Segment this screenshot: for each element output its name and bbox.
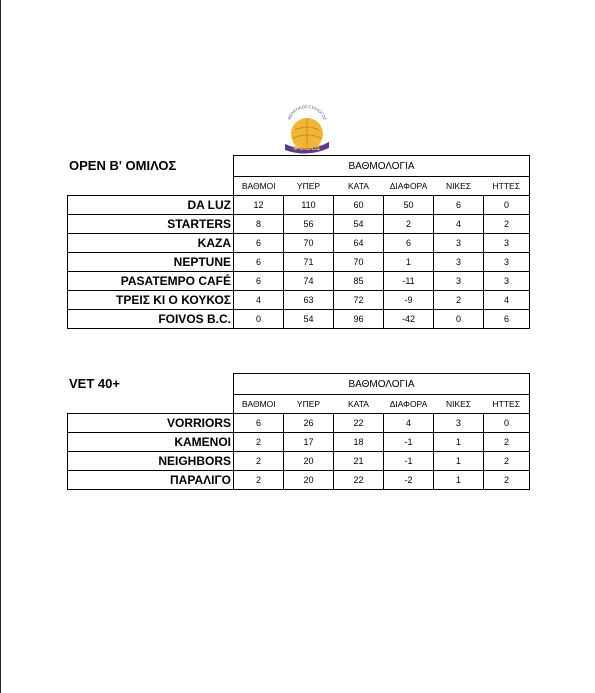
stat-cell: 1 — [434, 470, 484, 489]
stat-cell: 18 — [334, 432, 384, 451]
team-name: ΚΑΜΕΝΟΙ — [68, 432, 234, 451]
stat-cell: 0 — [484, 195, 530, 214]
stat-cell: 2 — [234, 470, 284, 489]
stat-cell: -2 — [384, 470, 434, 489]
stat-cell: 56 — [284, 214, 334, 233]
team-name: ΤΡΕΙΣ ΚΙ Ο ΚΟΥΚΟΣ — [68, 290, 234, 309]
stat-cell: 6 — [434, 195, 484, 214]
stat-cell: -11 — [384, 271, 434, 290]
column-header: ΔΙΑΦΟΡΑ — [389, 398, 428, 409]
team-name: STARTERS — [68, 214, 234, 233]
standings-caption: ΒΑΘΜΟΛΟΓΙΑ — [234, 374, 530, 395]
column-header: ΗΤΤΕΣ — [484, 177, 530, 196]
stat-cell: 1 — [434, 451, 484, 470]
stat-cell: -42 — [384, 309, 434, 328]
stat-cell: 21 — [334, 451, 384, 470]
stat-cell: 20 — [284, 470, 334, 489]
stat-cell: -1 — [384, 432, 434, 451]
team-name: ΠΑΡΑΛΙΓΟ — [68, 470, 234, 489]
stat-cell: 2 — [234, 451, 284, 470]
table-row — [68, 470, 530, 489]
stat-cell: 12 — [234, 195, 284, 214]
stat-cell: 3 — [434, 413, 484, 432]
stat-cell: 70 — [284, 233, 334, 252]
column-header: ΝΙΚΕΣ — [445, 180, 472, 191]
open-standings-table — [67, 155, 530, 329]
stat-cell: 3 — [434, 252, 484, 271]
stat-cell: 64 — [334, 233, 384, 252]
column-header: ΝΙΚΕΣ — [445, 398, 472, 409]
stat-cell: -1 — [384, 451, 434, 470]
team-name: VORRIORS — [68, 413, 234, 432]
table-row — [68, 309, 530, 328]
stat-cell: 17 — [284, 432, 334, 451]
team-name: ΚΑΖΑ — [68, 233, 234, 252]
stat-cell: 60 — [334, 195, 384, 214]
table-row — [68, 413, 530, 432]
stat-cell: 70 — [334, 252, 384, 271]
column-header: ΔΙΑΦΟΡΑ — [389, 180, 428, 191]
table-row — [68, 252, 530, 271]
stat-cell: 2 — [484, 451, 530, 470]
stat-cell: 22 — [334, 470, 384, 489]
stat-cell: 20 — [284, 451, 334, 470]
table-row — [68, 271, 530, 290]
header-row — [68, 395, 530, 414]
stat-cell: 74 — [284, 271, 334, 290]
column-header: ΒΑΘΜΟΙ — [234, 395, 284, 414]
table-row — [68, 214, 530, 233]
column-header: ΥΠΕΡ — [296, 180, 321, 191]
stat-cell: 1 — [384, 252, 434, 271]
team-name: NEIGHBORS — [68, 451, 234, 470]
stat-cell: 3 — [484, 252, 530, 271]
stat-cell: 26 — [284, 413, 334, 432]
stat-cell: 6 — [234, 413, 284, 432]
column-header: ΚΑΤΑ — [348, 398, 369, 409]
vet-standings-table — [67, 373, 530, 490]
column-header: ΗΤΤΕΣ — [484, 395, 530, 414]
stat-cell: 0 — [234, 309, 284, 328]
stat-cell: 6 — [234, 252, 284, 271]
club-logo-icon — [281, 104, 333, 156]
stat-cell: 6 — [384, 233, 434, 252]
open-standings-table-wrap — [67, 155, 530, 329]
stat-cell: 22 — [334, 413, 384, 432]
stat-cell: -9 — [384, 290, 434, 309]
column-header: ΒΑΘΜΟΙ — [234, 177, 284, 196]
stat-cell: 2 — [434, 290, 484, 309]
team-name: FOIVOS B.C. — [68, 309, 234, 328]
table-row — [68, 233, 530, 252]
logo-word: ΦΟΙΒΟΣ — [293, 145, 321, 152]
stat-cell: 3 — [434, 271, 484, 290]
stat-cell: 4 — [484, 290, 530, 309]
stat-cell: 2 — [484, 432, 530, 451]
team-name: NEPTUNE — [68, 252, 234, 271]
stat-cell: 50 — [384, 195, 434, 214]
stat-cell: 2 — [234, 432, 284, 451]
stat-cell: 3 — [484, 233, 530, 252]
page-edge-rule — [0, 0, 1, 693]
stat-cell: 6 — [484, 309, 530, 328]
stat-cell: 6 — [234, 233, 284, 252]
stat-cell: 110 — [284, 195, 334, 214]
stat-cell: 1 — [434, 432, 484, 451]
table-row — [68, 432, 530, 451]
stat-cell: 3 — [484, 271, 530, 290]
stat-cell: 8 — [234, 214, 284, 233]
stat-cell: 54 — [334, 214, 384, 233]
stat-cell: 71 — [284, 252, 334, 271]
stat-cell: 96 — [334, 309, 384, 328]
stat-cell: 2 — [384, 214, 434, 233]
table-row — [68, 451, 530, 470]
stat-cell: 0 — [434, 309, 484, 328]
vet-section-title: VET 40+ — [69, 376, 120, 391]
header-row — [68, 177, 530, 196]
column-header: ΚΑΤΑ — [348, 180, 369, 191]
team-name: PASATEMPO CAFÉ — [68, 271, 234, 290]
stat-cell: 0 — [484, 413, 530, 432]
stat-cell: 54 — [284, 309, 334, 328]
vet-standings-table-wrap — [67, 373, 530, 490]
table-row — [68, 290, 530, 309]
stat-cell: 63 — [284, 290, 334, 309]
stat-cell: 4 — [384, 413, 434, 432]
stat-cell: 2 — [484, 214, 530, 233]
logo-caption: ΑΘΛΗΤΙΚΟΣ ΣΥΛΛΟΓΟΣ — [286, 104, 328, 121]
column-header: ΥΠΕΡ — [296, 398, 321, 409]
table-row — [68, 195, 530, 214]
stat-cell: 6 — [234, 271, 284, 290]
team-name: DA LUZ — [68, 195, 234, 214]
stat-cell: 85 — [334, 271, 384, 290]
standings-caption: ΒΑΘΜΟΛΟΓΙΑ — [234, 156, 530, 177]
stat-cell: 72 — [334, 290, 384, 309]
stat-cell: 3 — [434, 233, 484, 252]
stat-cell: 2 — [484, 470, 530, 489]
stat-cell: 4 — [434, 214, 484, 233]
open-section-title: OPEN Β' ΟΜΙΛΟΣ — [69, 158, 177, 173]
stat-cell: 4 — [234, 290, 284, 309]
